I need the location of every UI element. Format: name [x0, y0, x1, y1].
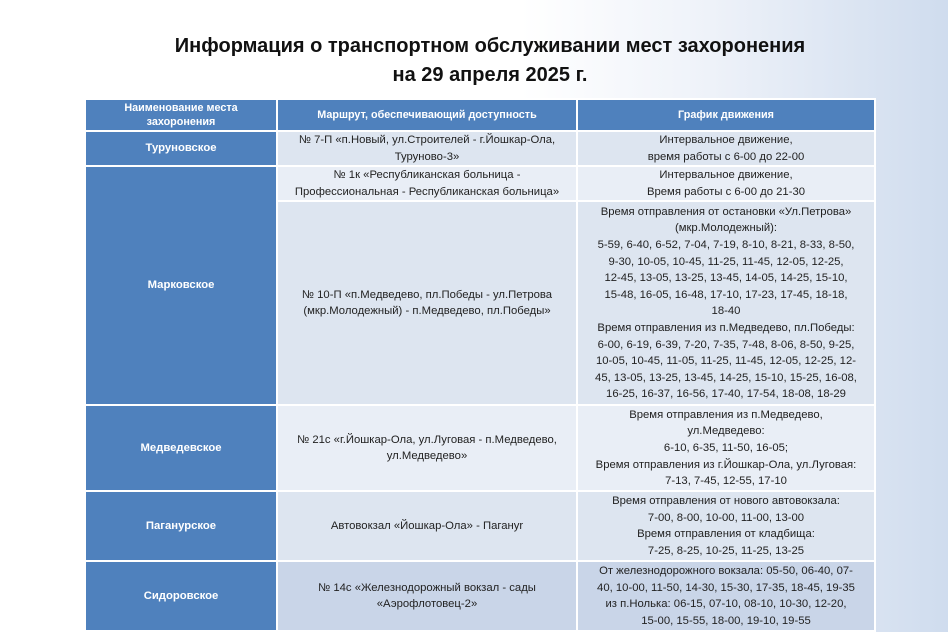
route-cell: № 7-П «п.Новый, ул.Строителей - г.Йошкар-Ола, Туруново-3» [277, 131, 577, 166]
place-cell: Марковское [85, 166, 277, 405]
header-place: Наименование места захоронения [85, 99, 277, 131]
table-row [85, 491, 875, 561]
place-cell: Туруновское [85, 131, 277, 166]
place-cell: Медведевское [85, 405, 277, 491]
schedule-cell: Время отправления от остановки «Ул.Петрова» (мкр.Молодежный): 5-59, 6-40, 6-52, 7-04, 7-19, 8-10, 8-21, 8-33, 8-50, 9-30, 10-05, 10-45, 11-25, 11-45, 12-05, 12-25, 12-45, 13-05, 13-25, 13-45, 14-05, 14-25, 15-10, 15-48, 16-05, 16-48, 17-10, 17-23, 17-45, 18-18, 18-40 Время отправления из п.Медведево, пл.Победы: 6-00, 6-19, 6-39, 7-20, 7-35, 7-48, 8-06, 8-50, 9-25, 10-05, 10-45, 11-05, 11-25, 11-45, 12-05, 12-25, 12- 45, 13-05, 13-25, 13-45, 14-25, 15-10, 15-25, 16-08, 16-25, 16-37, 16-56, 17-40, 17-54, 18-08, 18-29 [577, 201, 875, 405]
header-route: Маршрут, обеспечивающий доступность [277, 99, 577, 131]
place-cell: Паганурское [85, 491, 277, 561]
schedule-cell: Время отправления от нового автовокзала: 7-00, 8-00, 10-00, 11-00, 13-00 Время отправления от кладбища: 7-25, 8-25, 10-25, 11-25, 13-25 [577, 491, 875, 561]
title-line-1: Информация о транспортном обслуживании мест захоронения [174, 35, 806, 57]
table-row [85, 405, 875, 491]
route-cell: № 21с «г.Йошкар-Ола, ул.Луговая - п.Медведево, ул.Медведево» [277, 405, 577, 491]
page-title [0, 32, 948, 90]
schedule-cell: От железнодорожного вокзала: 05-50, 06-40, 07- 40, 10-00, 11-50, 14-30, 15-30, 17-35, 18-45, 19-35 из п.Нолька: 06-15, 07-10, 08-10, 10-30, 12-20, 15-00, 15-55, 18-00, 19-10, 19-55 [577, 561, 875, 631]
route-cell: Автовокзал «Йошкар-Ола» - Пагануr [277, 491, 577, 561]
schedule-cell: Время отправления из п.Медведево, ул.Медведево: 6-10, 6-35, 11-50, 16-05; Время отправления из г.Йошкар-Ола, ул.Луговая: 7-13, 7-45, 12-55, 17-10 [577, 405, 875, 491]
transport-table [84, 98, 876, 632]
table-row [85, 166, 875, 201]
route-cell: № 10-П «п.Медведево, пл.Победы - ул.Петрова (мкр.Молодежный) - п.Медведево, пл.Победы» [277, 201, 577, 405]
schedule-cell: Интервальное движение, Время работы с 6-00 до 21-30 [577, 166, 875, 201]
header-schedule: График движения [577, 99, 875, 131]
table-header-row [85, 99, 875, 131]
route-cell: № 14с «Железнодорожный вокзал - сады «Аэрофлотовец-2» [277, 561, 577, 631]
schedule-cell: Интервальное движение, время работы с 6-00 до 22-00 [577, 131, 875, 166]
place-cell: Сидоровское [85, 561, 277, 631]
table-row [85, 131, 875, 166]
route-cell: № 1к «Республиканская больница - Профессиональная - Республиканская больница» [277, 166, 577, 201]
table-row [85, 561, 875, 631]
title-line-2: на 29 апреля 2025 г. [392, 64, 588, 86]
